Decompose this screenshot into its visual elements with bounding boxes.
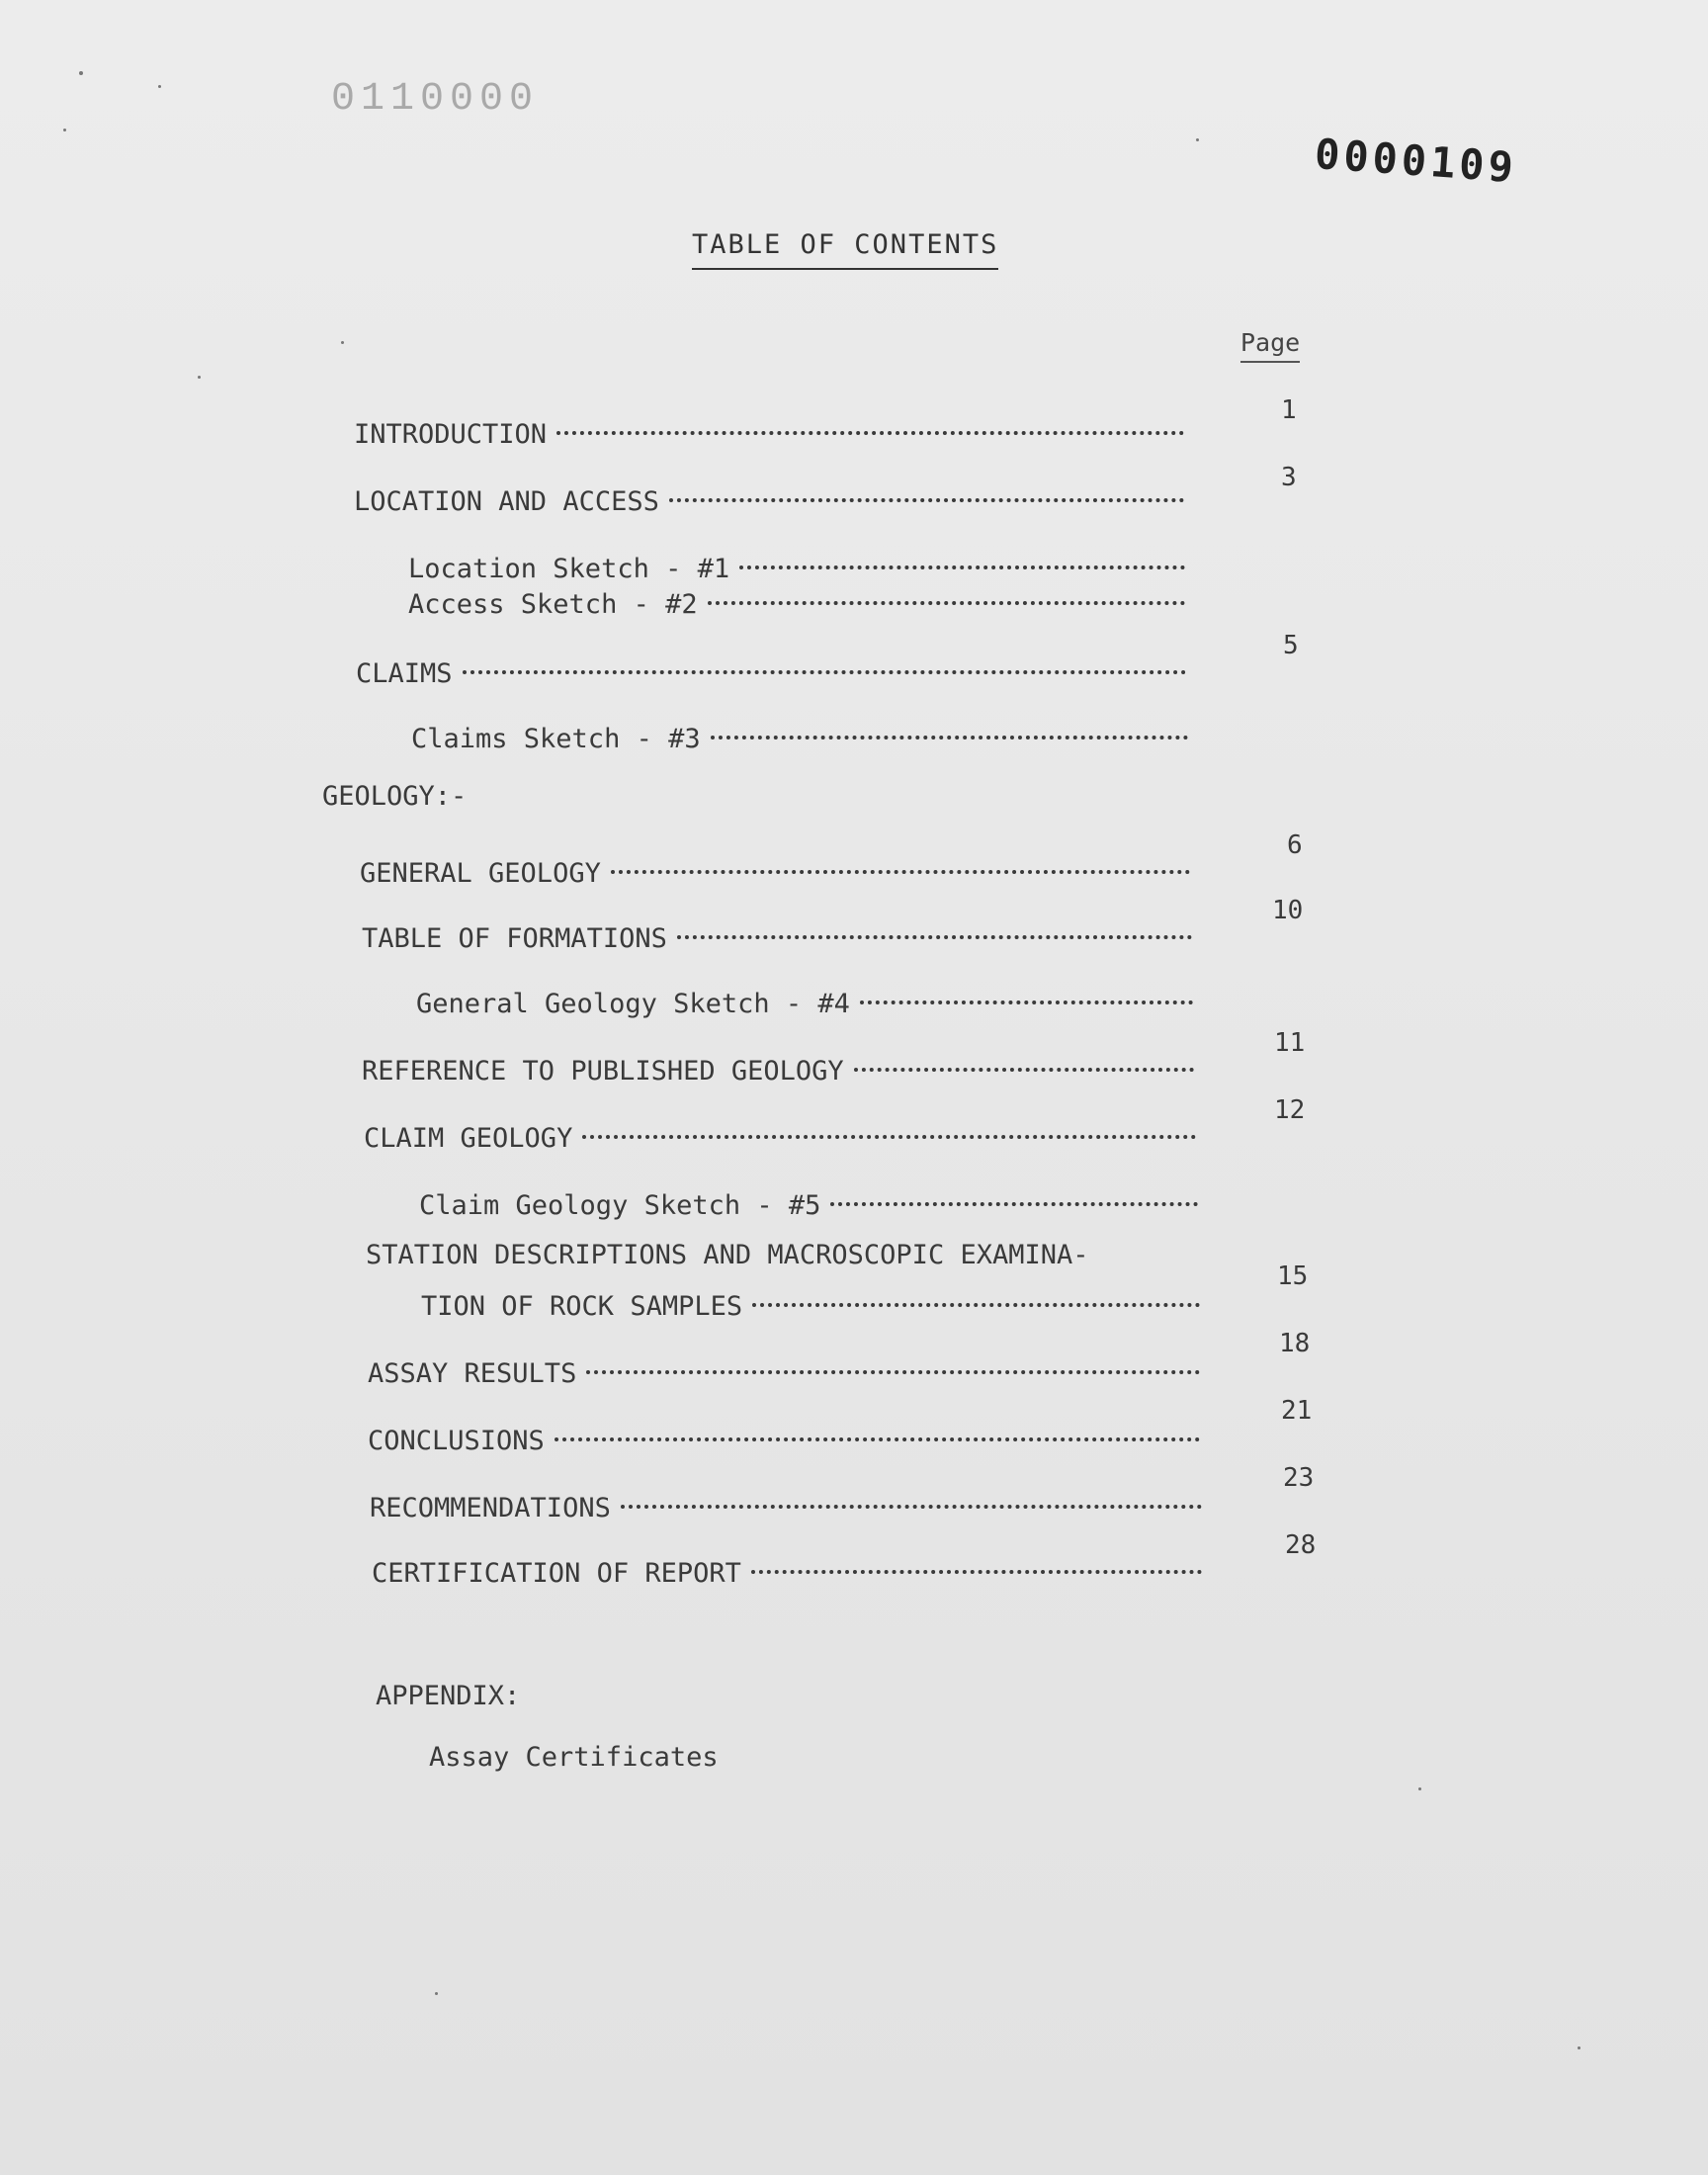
toc-entry-label: REFERENCE TO PUBLISHED GEOLOGY	[362, 1056, 844, 1087]
dot-leader	[854, 1034, 1194, 1072]
toc-entry-station-descriptions-line1: STATION DESCRIPTIONS AND MACROSCOPIC EXAMINA-	[366, 1240, 1089, 1270]
toc-entry-page: 5	[1283, 631, 1299, 660]
toc-entry-label: Claims Sketch - #3	[411, 724, 701, 754]
toc-entry-page: 28	[1285, 1530, 1317, 1560]
scan-speck	[435, 1992, 438, 1995]
toc-entry-label: RECOMMENDATIONS	[370, 1493, 611, 1523]
toc-entry-label: CONCLUSIONS	[368, 1426, 545, 1456]
scan-speck	[158, 85, 161, 88]
dot-leader	[860, 967, 1193, 1004]
dot-leader	[556, 397, 1184, 435]
toc-entry-label: ASSAY RESULTS	[368, 1358, 577, 1389]
toc-entry-station-descriptions-line2	[421, 1277, 1200, 1322]
toc-entry-claims-sketch	[411, 710, 1188, 754]
toc-entry-page: 23	[1283, 1463, 1315, 1493]
toc-entry-introduction	[354, 405, 1184, 450]
dot-leader	[708, 567, 1185, 605]
toc-entry-assay-results	[368, 1345, 1200, 1389]
toc-entry-label: Claim Geology Sketch - #5	[419, 1190, 821, 1221]
toc-entry-page: 10	[1272, 896, 1304, 925]
dot-leader	[582, 1101, 1196, 1139]
toc-entry-recommendations	[370, 1479, 1202, 1523]
appendix-item-assay-certificates: Assay Certificates	[429, 1742, 719, 1773]
toc-entry-certification-of-report	[372, 1544, 1202, 1589]
toc-entry-access-sketch	[408, 575, 1185, 620]
dot-leader	[621, 1471, 1202, 1509]
scan-speck	[341, 341, 344, 344]
toc-entry-label: CLAIMS	[356, 658, 453, 689]
page-column-header: Page	[1240, 328, 1300, 363]
toc-entry-label: Access Sketch - #2	[408, 589, 698, 620]
dot-leader	[611, 836, 1190, 874]
dot-leader	[752, 1269, 1200, 1307]
toc-entry-label: LOCATION AND ACCESS	[354, 486, 659, 517]
dot-leader	[586, 1337, 1200, 1374]
toc-entry-label: CERTIFICATION OF REPORT	[372, 1558, 741, 1589]
scan-speck	[79, 71, 83, 75]
toc-entry-general-geology-sketch	[416, 975, 1193, 1019]
toc-entry-general-geology	[360, 844, 1190, 889]
appendix-heading: APPENDIX:	[376, 1681, 521, 1711]
scan-speck	[1418, 1787, 1421, 1790]
dot-leader	[555, 1404, 1200, 1441]
toc-entry-label: INTRODUCTION	[354, 419, 548, 450]
scan-speck	[1196, 138, 1199, 141]
toc-entry-page: 1	[1281, 395, 1297, 425]
toc-entry-claim-geology	[364, 1109, 1196, 1154]
toc-entry-label: General Geology Sketch - #4	[416, 989, 850, 1019]
toc-entry-page: 3	[1281, 463, 1297, 492]
toc-entry-label: TION OF ROCK SAMPLES	[421, 1291, 743, 1322]
toc-entry-claims	[356, 645, 1186, 689]
toc-entry-page: 12	[1274, 1095, 1306, 1125]
toc-entry-reference-to-published-geology	[362, 1042, 1194, 1087]
document-number-stamp: 0000109	[1313, 129, 1519, 193]
toc-entry-page: 6	[1287, 830, 1303, 860]
dot-leader	[739, 532, 1185, 569]
dot-leader	[677, 902, 1192, 939]
toc-entry-page: 11	[1274, 1028, 1306, 1058]
dot-leader	[751, 1536, 1202, 1574]
toc-entry-page: 15	[1277, 1262, 1309, 1291]
toc-entry-label: Location Sketch - #1	[408, 554, 730, 584]
toc-entry-table-of-formations	[362, 910, 1192, 954]
toc-entry-location-and-access	[354, 473, 1184, 517]
toc-entry-label: GENERAL GEOLOGY	[360, 858, 601, 889]
toc-entry-claim-geology-sketch	[419, 1176, 1198, 1221]
faint-document-number: 0110000	[331, 77, 540, 122]
scan-speck	[63, 129, 66, 131]
toc-entry-label: CLAIM GEOLOGY	[364, 1123, 573, 1154]
toc-entry-page: 18	[1279, 1329, 1311, 1358]
scan-speck	[198, 376, 201, 379]
toc-entry-conclusions	[368, 1412, 1200, 1456]
toc-entry-page: 21	[1281, 1396, 1313, 1426]
dot-leader	[463, 637, 1186, 674]
dot-leader	[711, 702, 1188, 740]
scan-speck	[1578, 2046, 1580, 2049]
toc-entry-label: TABLE OF FORMATIONS	[362, 923, 667, 954]
geology-section-heading: GEOLOGY:-	[322, 781, 468, 812]
dot-leader	[669, 465, 1184, 502]
dot-leader	[830, 1169, 1198, 1206]
page-title: TABLE OF CONTENTS	[692, 229, 998, 270]
